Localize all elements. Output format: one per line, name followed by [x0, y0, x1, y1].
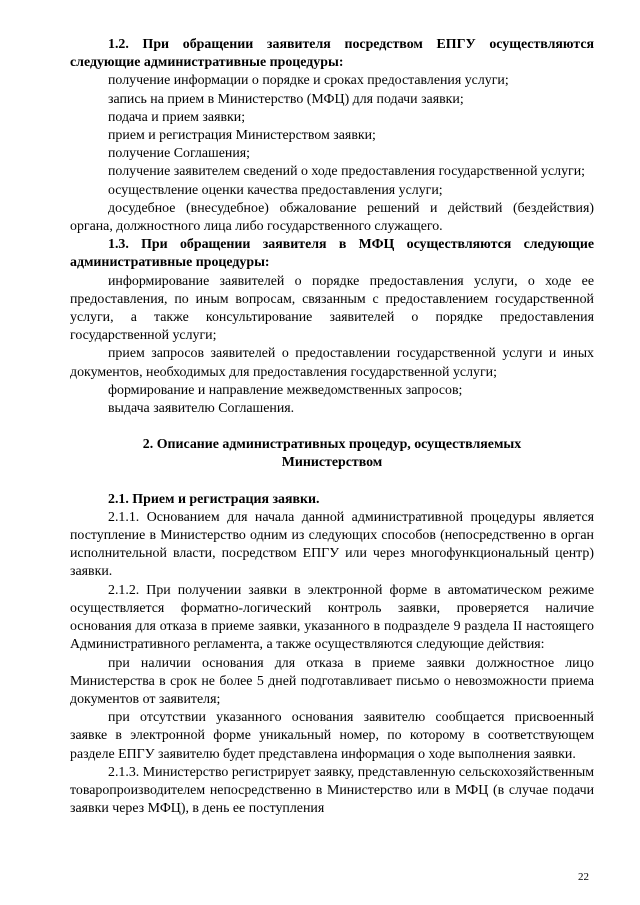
list-item: информирование заявителей о порядке предоставления услуги, о ходе ее предоставления, по иным вопросам, связанным с предоставлением государственной услуги, а также консультирование заявителей о порядке предоставления государственной услуги;	[70, 273, 594, 344]
list-item: получение Соглашения;	[108, 146, 251, 162]
paragraph: при наличии основания для отказа в приеме заявки должностное лицо Министерства в срок не более 5 дней подготавливает письмо о невозможности приема документов от заявителя;	[70, 655, 594, 707]
document-page	[70, 36, 594, 818]
section-1-2-heading: 1.2. При обращении заявителя посредством ЕПГУ осуществляются следующие административные процедуры:	[70, 37, 594, 71]
section-2-1-heading: 2.1. Прием и регистрация заявки.	[108, 491, 320, 507]
paragraph: 2.1.2. При получении заявки в электронной форме в автоматическом режиме осуществляется форматно-логический контроль заявки, проверяется наличие основания для отказа в приеме заявки, указанного в подразделе 9 раздела II настоящего Административного регламента, а также осуществляются следующие действия:	[70, 582, 594, 653]
list-item: досудебное (внесудебное) обжалование решений и действий (бездействия) органа, должностного лица либо государственного служащего.	[70, 200, 594, 235]
section-2-title-line2: Министерством	[281, 455, 383, 471]
section-1-3-heading: 1.3. При обращении заявителя в МФЦ осуществляются следующие административные процедуры:	[70, 237, 594, 271]
list-item: подача и прием заявки;	[108, 109, 246, 125]
paragraph: при отсутствии указанного основания заявителю сообщается присвоенный заявке в электронной форме уникальный номер, по которому в соответствующем разделе ЕПГУ заявителю будет представлена информация о ходе выполнения заявки.	[70, 710, 594, 762]
paragraph: 2.1.1. Основанием для начала данной административной процедуры является поступление в Министерство одним из следующих способов (непосредственно в орган исполнительной власти, посредством ЕПГУ или через многофункциональный центр) заявки.	[70, 509, 594, 580]
list-item: прием и регистрация Министерством заявки;	[108, 128, 376, 144]
list-item: получение заявителем сведений о ходе предоставления государственной услуги;	[108, 164, 586, 180]
page-number: 22	[578, 871, 589, 883]
list-item: прием запросов заявителей о предоставлении государственной услуги и иных документов, необходимых для предоставления государственной услуги;	[70, 346, 594, 380]
paragraph: 2.1.3. Министерство регистрирует заявку, представленную сельскохозяйственным товаропроизводителем непосредственно в Министерство или в МФЦ (в случае подачи заявки через МФЦ), в день ее поступления	[70, 764, 595, 817]
list-item: осуществление оценки качества предоставления услуги;	[108, 182, 443, 198]
list-item: выдача заявителю Соглашения.	[108, 401, 295, 417]
list-item: запись на прием в Министерство (МФЦ) для подачи заявки;	[108, 91, 464, 107]
section-2-title-line1: 2. Описание административных процедур, осуществляемых	[142, 437, 522, 453]
list-item: получение информации о порядке и сроках предоставления услуги;	[108, 73, 509, 89]
list-item: формирование и направление межведомственных запросов;	[108, 382, 463, 398]
